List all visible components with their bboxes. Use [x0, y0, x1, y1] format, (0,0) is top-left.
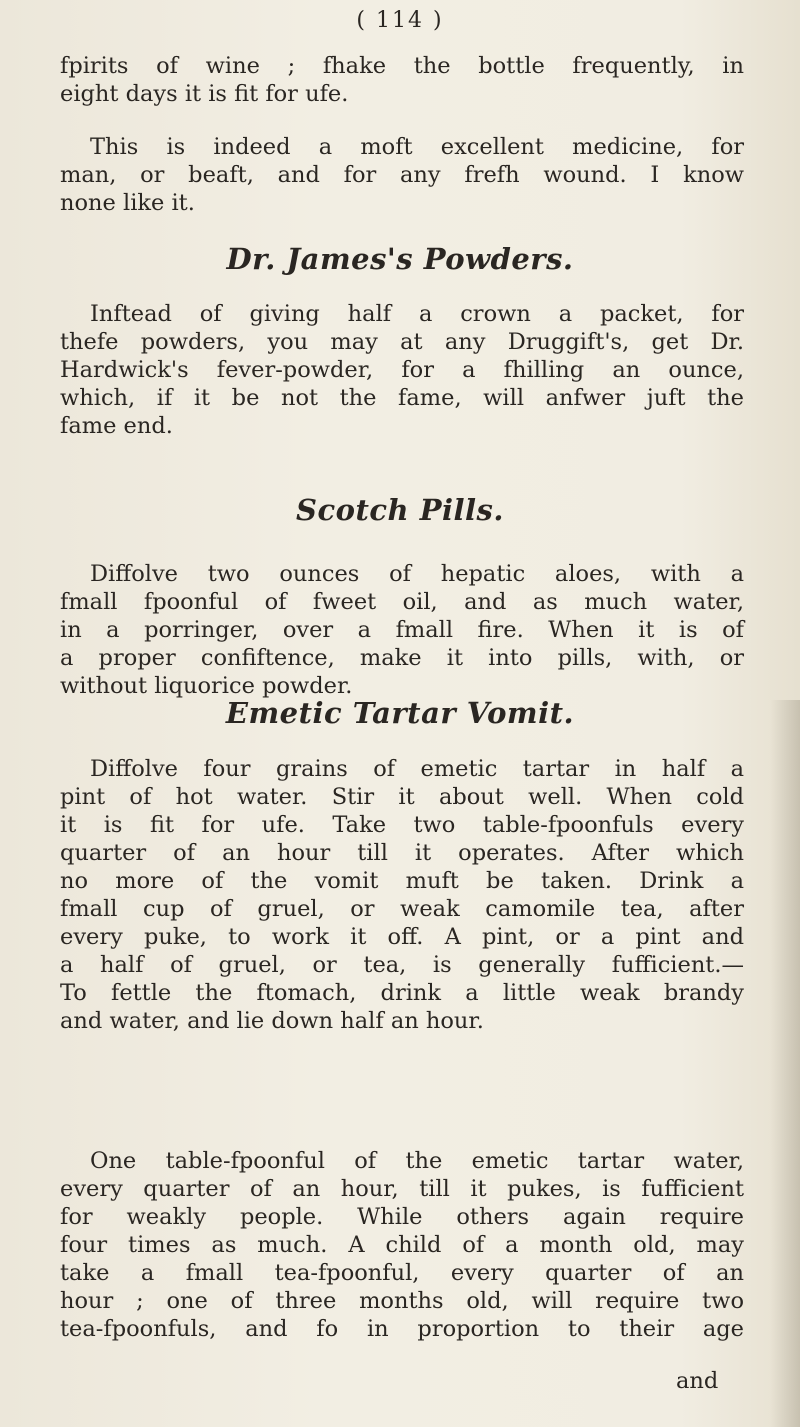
- text-line: without liquorice powder.: [60, 673, 353, 699]
- text-line: fmall fpoonful of fweet oil, and as much water,: [60, 589, 744, 615]
- text-line: every puke, to work it off. A pint, or a pint and: [60, 924, 744, 950]
- text-line: [60, 1147, 744, 1175]
- text-line: for weakly people. While others again require: [60, 1204, 744, 1230]
- text-line: thefe powders, you may at any Druggift's, get Dr.: [60, 329, 744, 355]
- text-line: fame end.: [60, 413, 173, 439]
- text-line: [60, 300, 744, 328]
- text-line: hour ; one of three months old, will require two: [60, 1288, 744, 1314]
- section-heading-james-powders: Dr. James's Powders.: [226, 242, 574, 276]
- paragraph-1: [60, 52, 744, 108]
- text-line: none like it.: [60, 190, 195, 216]
- text-line: [60, 755, 744, 783]
- text-line-content: One table-fpoonful of the emetic tartar water,: [90, 1148, 744, 1174]
- paragraph-2: [60, 133, 744, 217]
- text-line: [60, 133, 744, 161]
- section-heading-scotch-pills: Scotch Pills.: [296, 493, 504, 527]
- text-line: To fettle the ftomach, drink a little weak brandy: [60, 980, 744, 1006]
- text-line: a half of gruel, or tea, is generally fufficient.—: [60, 952, 744, 978]
- page-edge-shadow: [770, 700, 800, 1427]
- section-body-james-powders: [60, 300, 744, 440]
- section-body-emetic-tartar: [60, 755, 744, 1035]
- text-line-content: Diffolve two ounces of hepatic aloes, with a: [90, 561, 744, 587]
- text-line: four times as much. A child of a month old, may: [60, 1232, 744, 1258]
- text-line: quarter of an hour till it operates. After which: [60, 840, 744, 866]
- catchword: and: [676, 1368, 719, 1394]
- section-body-emetic-tartar-2: [60, 1147, 744, 1343]
- text-line-content: Inftead of giving half a crown a packet, for: [90, 301, 744, 327]
- page-number: ( 114 ): [356, 8, 444, 33]
- text-line: take a fmall tea-fpoonful, every quarter of an: [60, 1260, 744, 1286]
- text-line: eight days it is fit for ufe.: [60, 81, 349, 107]
- text-line: which, if it be not the fame, will anfwer juft the: [60, 385, 744, 411]
- section-body-scotch-pills: [60, 560, 744, 700]
- text-line: every quarter of an hour, till it pukes, is fufficient: [60, 1176, 744, 1202]
- text-line: tea-fpoonfuls, and fo in proportion to their age: [60, 1316, 744, 1342]
- text-line-content: This is indeed a moft excellent medicine, for: [90, 134, 744, 160]
- text-line: it is fit for ufe. Take two table-fpoonfuls every: [60, 812, 744, 838]
- text-line: and water, and lie down half an hour.: [60, 1008, 484, 1034]
- text-line: [60, 560, 744, 588]
- text-line-content: Diffolve four grains of emetic tartar in half a: [90, 756, 744, 782]
- section-heading-emetic-tartar: Emetic Tartar Vomit.: [225, 696, 575, 730]
- text-line: Hardwick's fever-powder, for a fhilling an ounce,: [60, 357, 744, 383]
- text-line: a proper confiftence, make it into pills, with, or: [60, 645, 744, 671]
- text-line: pint of hot water. Stir it about well. When cold: [60, 784, 744, 810]
- text-line: fmall cup of gruel, or weak camomile tea, after: [60, 896, 744, 922]
- text-line: in a porringer, over a fmall fire. When it is of: [60, 617, 744, 643]
- text-line: fpirits of wine ; fhake the bottle frequently, in: [60, 53, 744, 79]
- text-line: man, or beaft, and for any frefh wound. I know: [60, 162, 744, 188]
- text-line: no more of the vomit muft be taken. Drink a: [60, 868, 744, 894]
